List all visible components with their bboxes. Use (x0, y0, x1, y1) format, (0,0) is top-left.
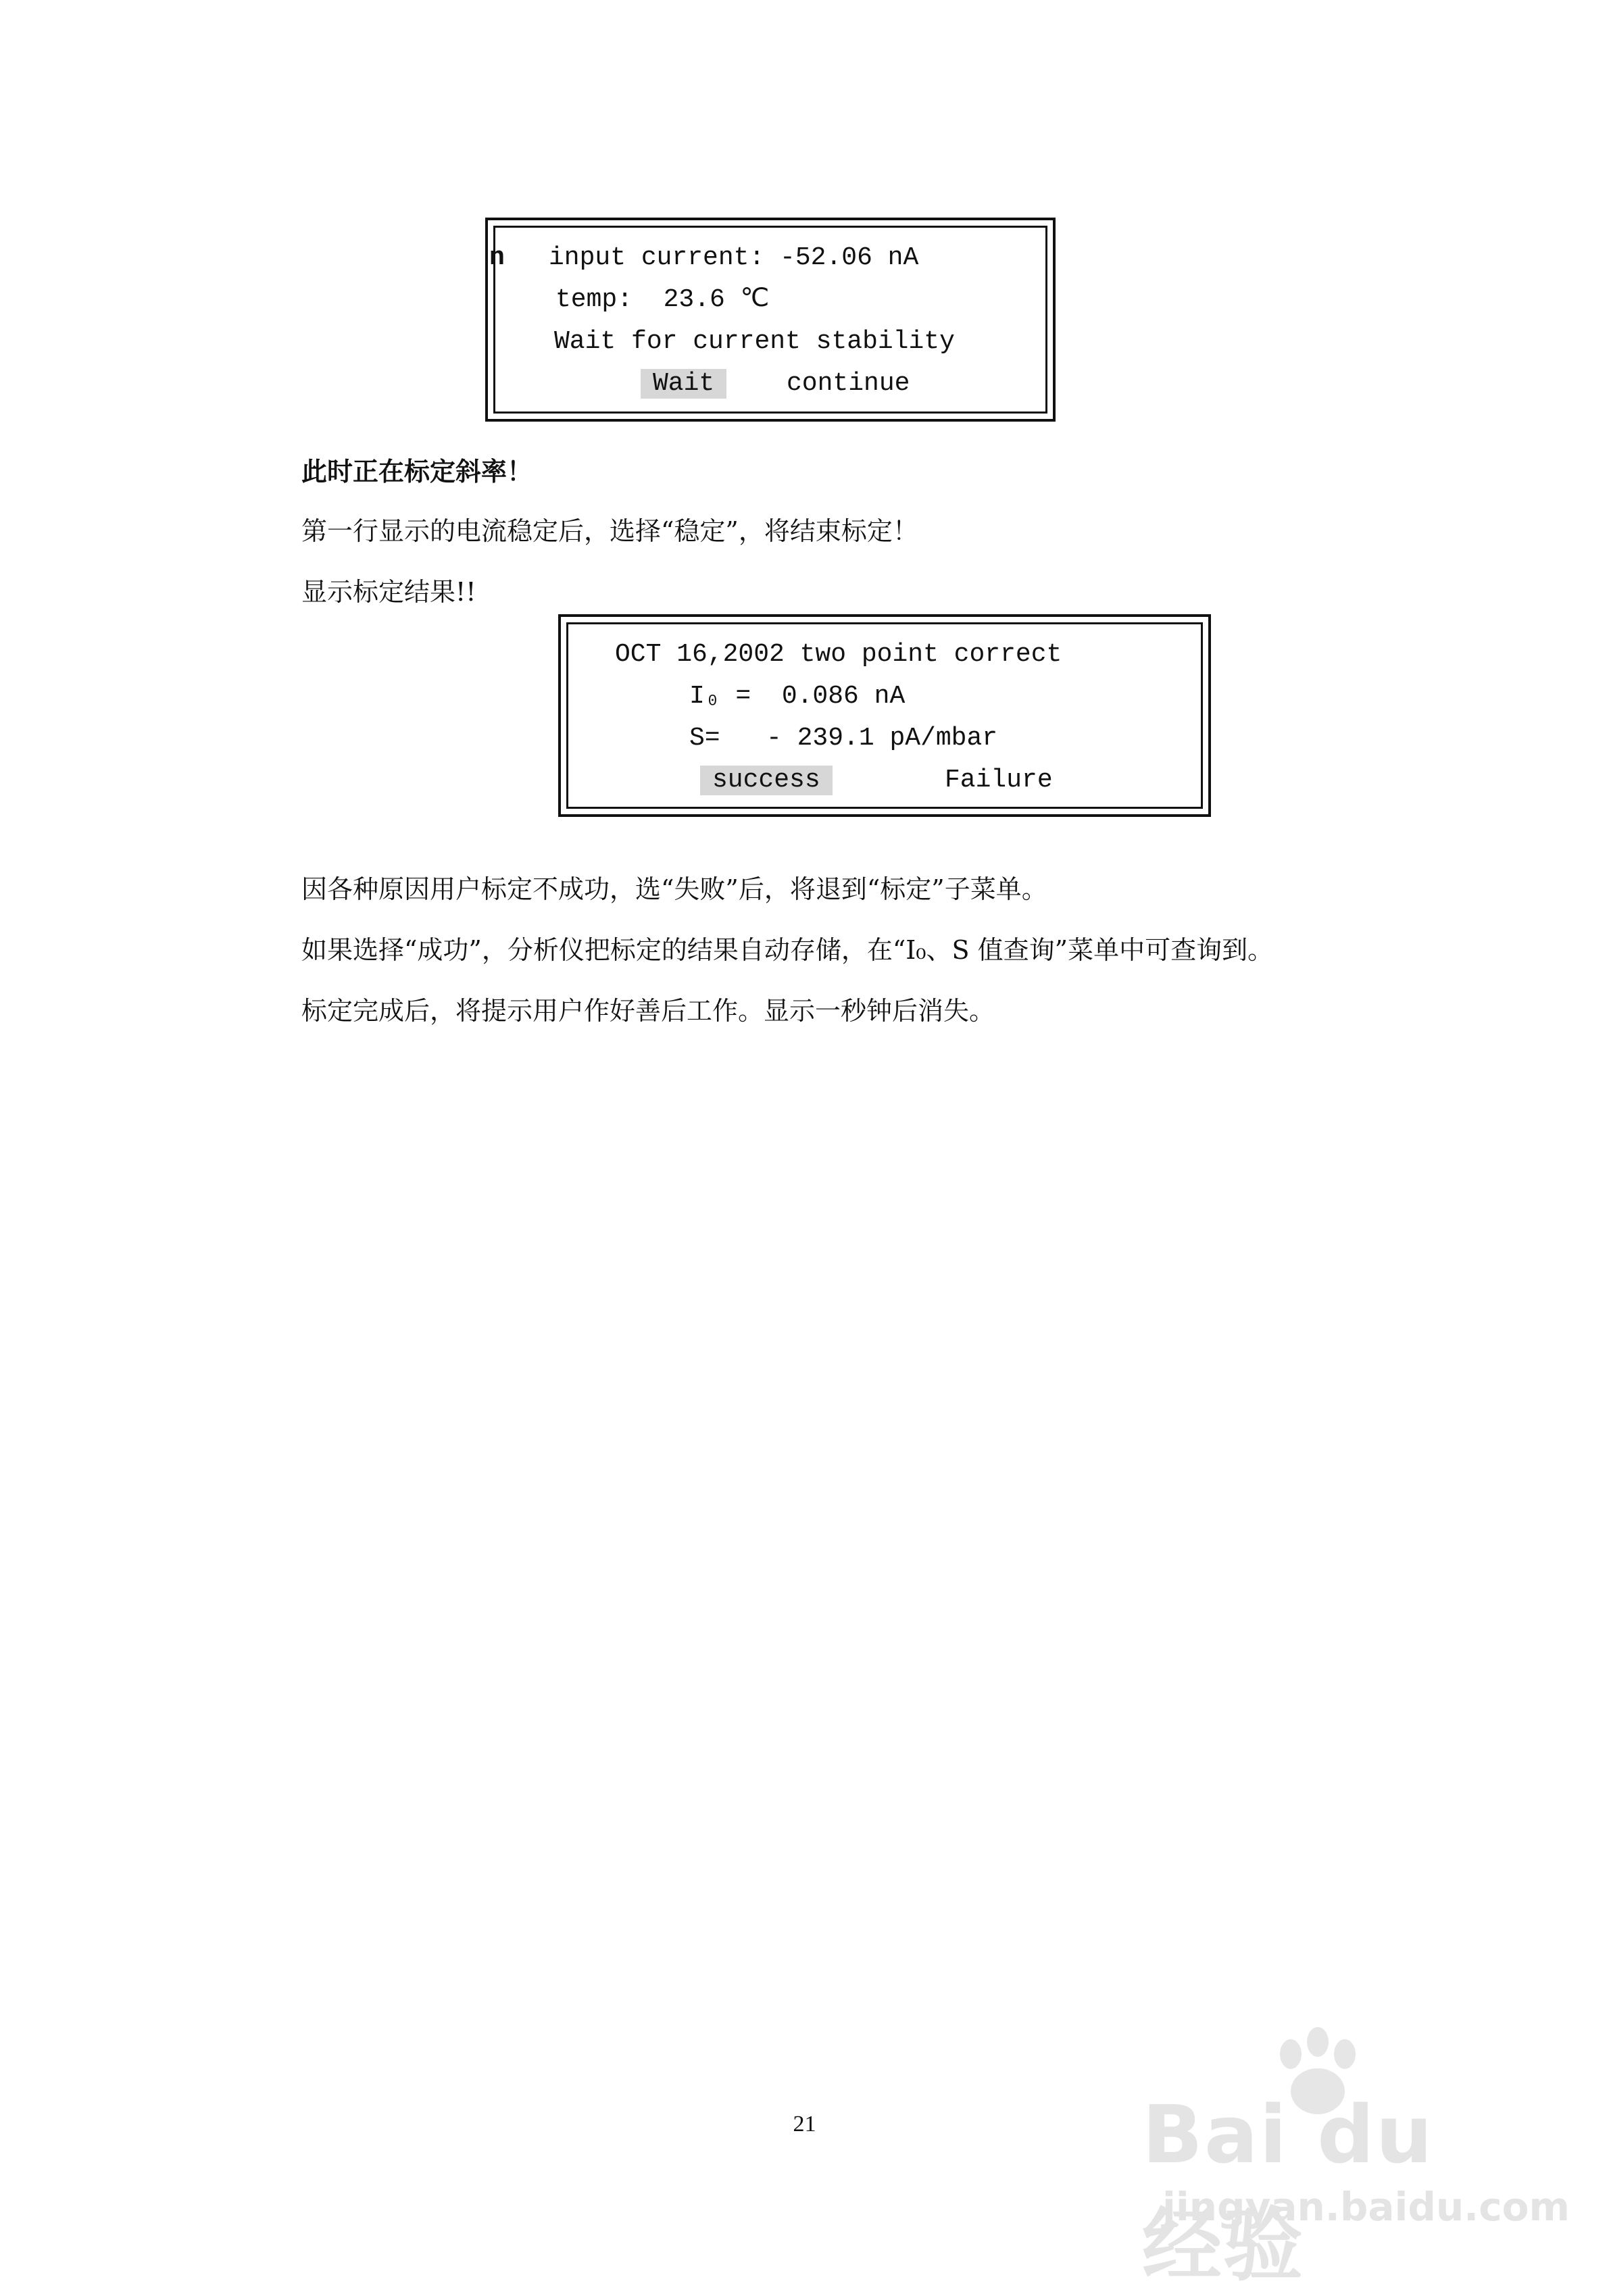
lcd-slope-line: S= - 239.1 pA/mbar (689, 724, 998, 753)
lcd-temp-line: temp: 23.6 ℃ (555, 285, 770, 314)
lcd-cursor: n (489, 243, 505, 272)
lcd-wait-stability-line: Wait for current stability (554, 327, 955, 356)
paragraph-failure-note: 因各种原因用户标定不成功，选“失败”后，将退到“标定”子菜单。 (301, 874, 1047, 904)
paragraph-completion-note: 标定完成后，将提示用户作好善后工作。显示一秒钟后消失。 (301, 996, 995, 1026)
paragraph-select-stable: 第一行显示的电流稳定后，选择“稳定”，将结束标定！ (301, 516, 918, 546)
lcd-i0-line: I₀ = 0.086 nA (689, 682, 906, 711)
lcd-screen-calibration-result (558, 614, 1211, 817)
lcd-option-failure[interactable]: Failure (945, 766, 1053, 795)
lcd-option-wait[interactable]: Wait (641, 369, 726, 399)
lcd-date-line: OCT 16,2002 two point correct (615, 640, 1062, 669)
watermark-url: jingyan.baidu.com (1162, 2184, 1570, 2230)
paragraph-show-result: 显示标定结果!! (301, 577, 476, 607)
watermark-brand: Bai du 经验 (1142, 2088, 1434, 2292)
lcd-input-current-line: input current: -52.06 nA (549, 243, 919, 272)
paragraph-success-note: 如果选择“成功”，分析仪把标定的结果自动存储，在“I₀、S 值查询”菜单中可查询到。 (301, 935, 1274, 965)
page-number: 21 (793, 2112, 816, 2137)
paragraph-calibrating-slope: 此时正在标定斜率！ (301, 457, 533, 486)
baidu-jingyan-watermark (1142, 2027, 1570, 2292)
lcd-option-success[interactable]: success (700, 766, 833, 795)
lcd-screen-input-current (485, 218, 1056, 422)
lcd-option-continue[interactable]: continue (787, 369, 910, 398)
